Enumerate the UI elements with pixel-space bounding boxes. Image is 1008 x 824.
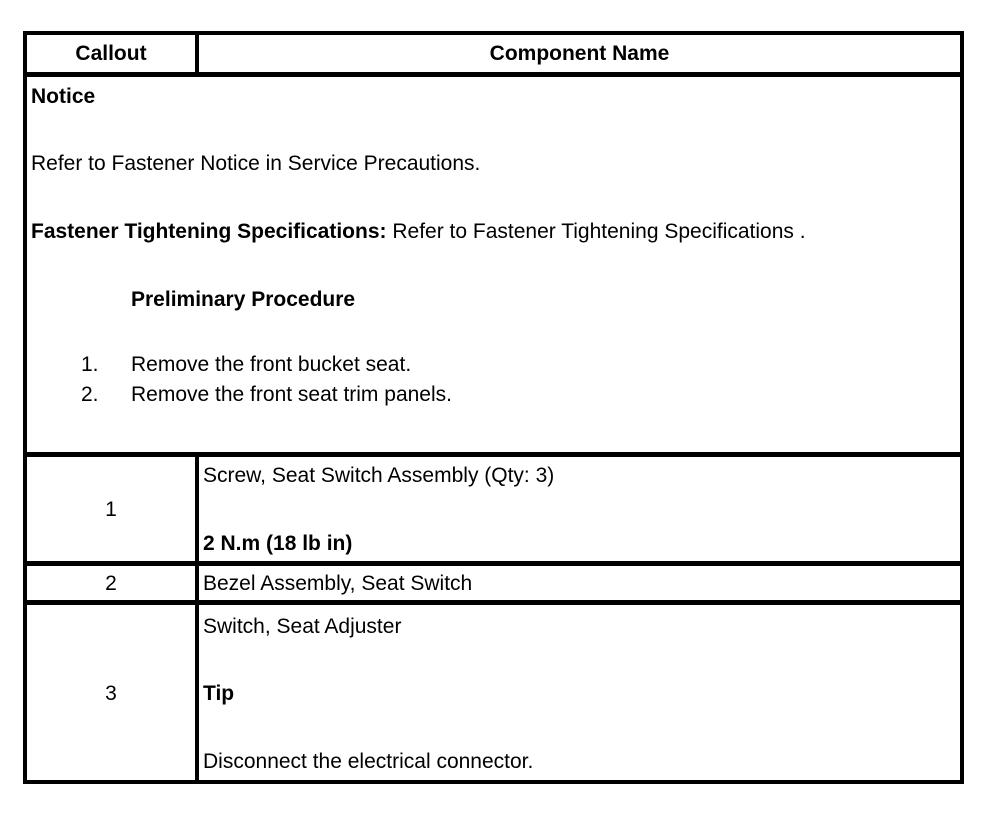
- notice-title: Notice: [31, 85, 96, 108]
- step-number: 1.: [81, 353, 99, 376]
- step-text: Remove the front bucket seat.: [131, 353, 412, 376]
- notice-divider: [27, 452, 960, 457]
- row2-callout: 2: [105, 572, 117, 595]
- row1-component-name: Screw, Seat Switch Assembly (Qty: 3): [203, 464, 555, 487]
- row2-divider: [27, 600, 960, 605]
- component-column-header: Component Name: [489, 42, 670, 65]
- notice-reference-text: Refer to Fastener Notice in Service Precautions.: [31, 152, 481, 175]
- step-text: Remove the front seat trim panels.: [131, 383, 452, 406]
- row3-tip-label: Tip: [203, 682, 235, 705]
- components-table: [23, 31, 964, 784]
- row3-tip-text: Disconnect the electrical connector.: [203, 750, 534, 773]
- callout-column-header: Callout: [75, 42, 147, 65]
- row3-component-name: Switch, Seat Adjuster: [203, 615, 402, 638]
- notice-text: [31, 152, 480, 176]
- fastener-spec-label: Fastener Tightening Specifications:: [31, 220, 387, 243]
- row1-callout: 1: [105, 498, 117, 521]
- fastener-spec-line: [31, 220, 806, 244]
- preliminary-procedure-title: Preliminary Procedure: [131, 288, 356, 311]
- step-number: 2.: [81, 383, 99, 406]
- row2-component-name: Bezel Assembly, Seat Switch: [203, 572, 473, 595]
- row1-torque-spec: 2 N.m (18 lb in): [203, 532, 353, 555]
- row1-divider: [27, 561, 960, 566]
- header-divider: [27, 72, 960, 77]
- rows-column-divider: [195, 454, 199, 784]
- row3-callout: 3: [105, 682, 117, 705]
- fastener-spec-text: Refer to Fastener Tightening Specifications .: [386, 220, 806, 243]
